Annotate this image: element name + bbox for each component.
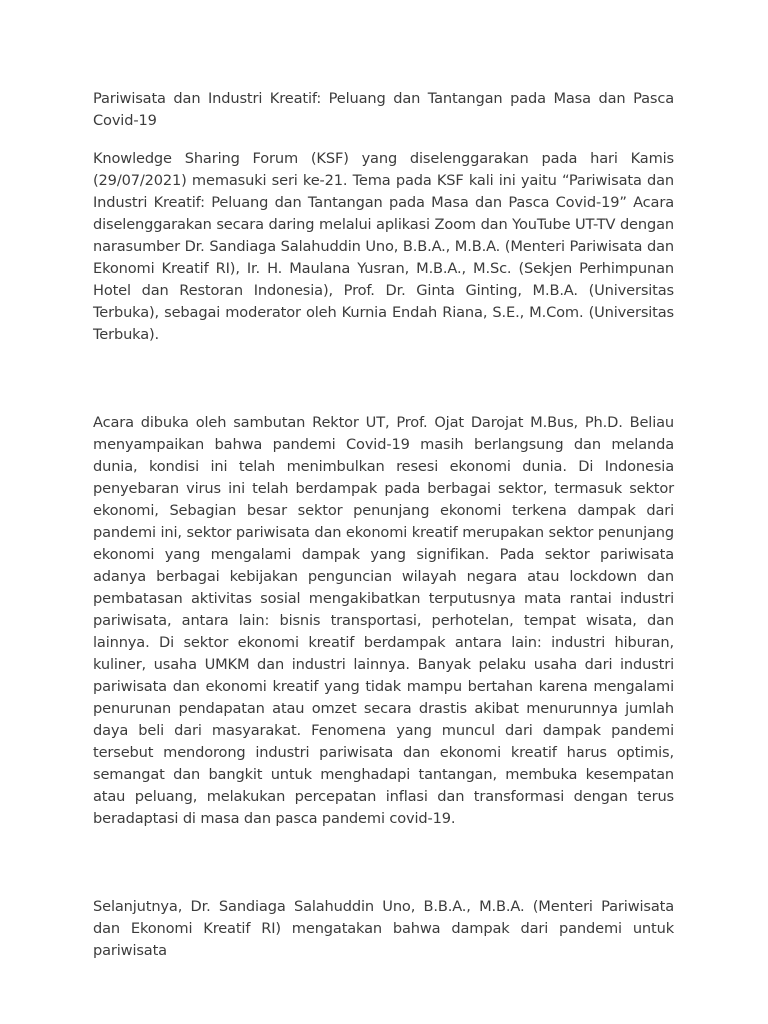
document-title: Pariwisata dan Industri Kreatif: Peluang dan Tantangan pada Masa dan Pasca Covid-19	[93, 90, 674, 129]
document-page	[93, 88, 674, 962]
paragraph-3: Selanjutnya, Dr. Sandiaga Salahuddin Uno, B.B.A., M.B.A. (Menteri Pariwisata dan Ekonomi Kreatif RI) mengatakan bahwa dampak dari pandemi untuk pariwisata	[93, 898, 674, 959]
paragraph-2: Acara dibuka oleh sambutan Rektor UT, Prof. Ojat Darojat M.Bus, Ph.D. Beliau menyampaikan bahwa pandemi Covid-19 masih berlangsung dan melanda dunia, kondisi ini telah menimbulkan resesi ekonomi dunia. Di Indonesia penyebaran virus ini telah berdampak pada berbagai sektor, termasuk sektor ekonomi, Sebagian besar sektor penunjang ekonomi terkena dampak dari pandemi ini, sektor pariwisata dan ekonomi kreatif merupakan sektor penunjang ekonomi yang mengalami dampak yang signifikan. Pada sektor pariwisata adanya berbagai kebijakan penguncian wilayah negara atau lockdown dan pembatasan aktivitas sosial mengakibatkan terputusnya mata rantai industri pariwisata, antara lain: bisnis transportasi, perhotelan, tempat wisata, dan lainnya. Di sektor ekonomi kreatif berdampak antara lain: industri hiburan, kuliner, usaha UMKM dan industri lainnya. Banyak pelaku usaha dari industri pariwisata dan ekonomi kreatif yang tidak mampu bertahan karena mengalami penurunan pendapatan atau omzet secara drastis akibat menurunnya jumlah daya beli dari masyarakat. Fenomena yang muncul dari dampak pandemi tersebut mendorong industri pariwisata dan ekonomi kreatif harus optimis, semangat dan bangkit untuk menghadapi tantangan, membuka kesempatan atau peluang, melakukan percepatan inflasi dan transformasi dengan terus beradaptasi di masa dan pasca pandemi covid-19.	[93, 414, 674, 827]
paragraph-1: Knowledge Sharing Forum (KSF) yang diselenggarakan pada hari Kamis (29/07/2021) memasuki seri ke-21. Tema pada KSF kali ini yaitu “Pariwisata dan Industri Kreatif: Peluang dan Tantangan pada Masa dan Pasca Covid-19” Acara diselenggarakan secara daring melalui aplikasi Zoom dan YouTube UT-TV dengan narasumber Dr. Sandiaga Salahuddin Uno, B.B.A., M.B.A. (Menteri Pariwisata dan Ekonomi Kreatif RI), Ir. H. Maulana Yusran, M.B.A., M.Sc. (Sekjen Perhimpunan Hotel dan Restoran Indonesia), Prof. Dr. Ginta Ginting, M.B.A. (Universitas Terbuka), sebagai moderator oleh Kurnia Endah Riana, S.E., M.Com. (Universitas Terbuka).	[93, 150, 674, 343]
